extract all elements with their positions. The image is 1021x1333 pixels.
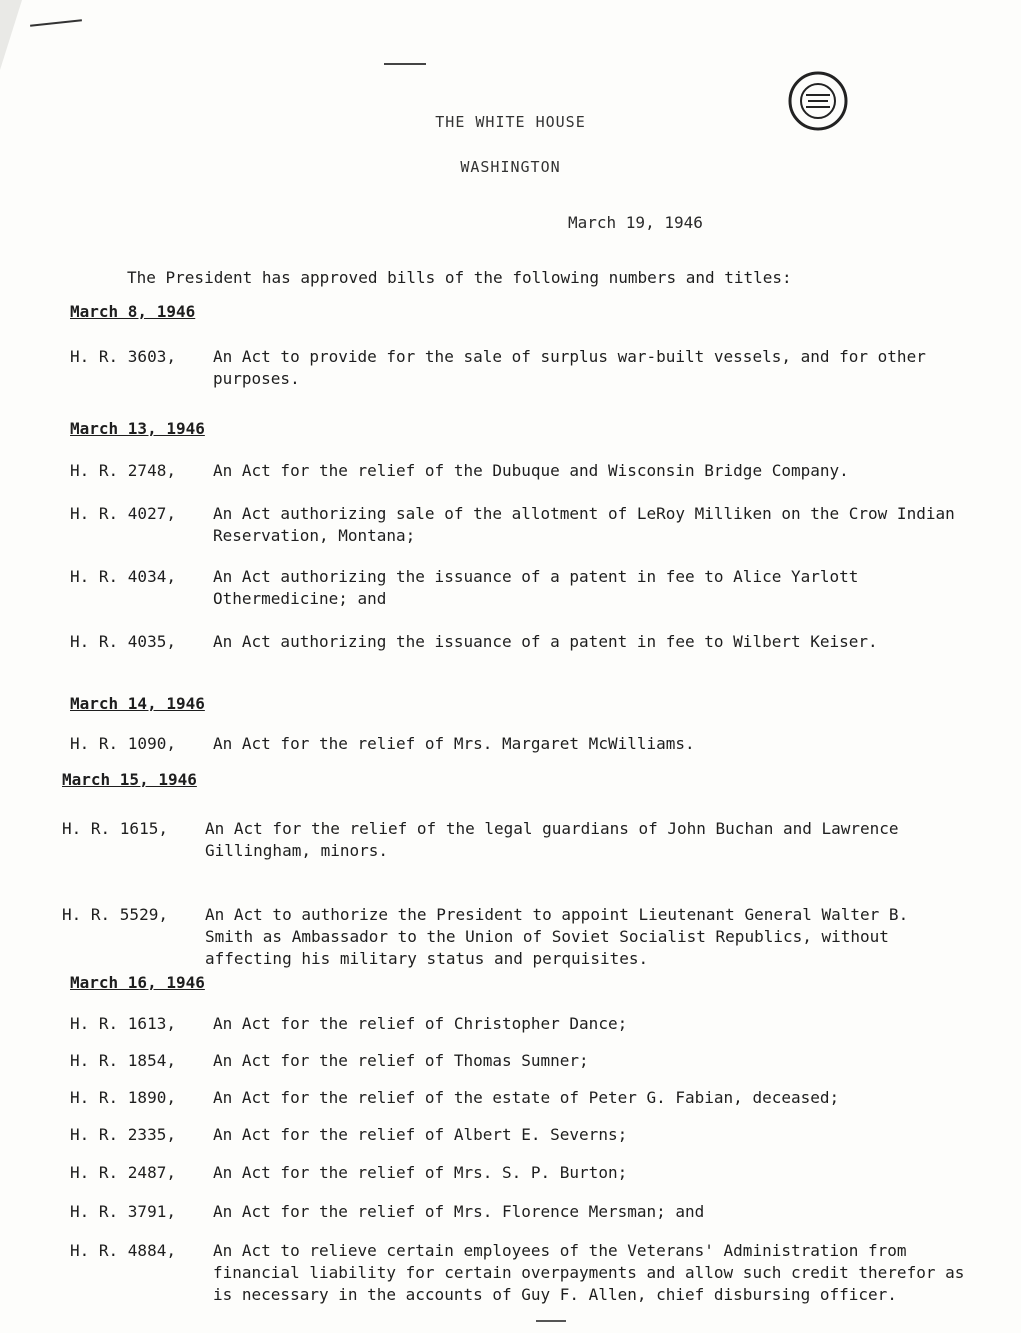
section-date-heading: March 13, 1946	[70, 419, 205, 438]
bill-title: An Act authorizing the issuance of a patent in fee to Wilbert Keiser.	[213, 632, 878, 651]
bill-title: An Act authorizing the issuance of a patent in fee to Alice Yarlott Othermedicine; and	[213, 567, 859, 608]
bill-title: An Act to provide for the sale of surplus war-built vessels, and for other purposes.	[213, 347, 926, 388]
bill-title: An Act for the relief of the Dubuque and Wisconsin Bridge Company.	[213, 461, 849, 480]
bill-title: An Act for the relief of Mrs. Margaret McWilliams.	[213, 734, 695, 753]
page-fold	[0, 0, 22, 70]
bill-number: H. R. 2335,	[70, 1125, 176, 1144]
bill-title: An Act for the relief of the estate of Peter G. Fabian, deceased;	[213, 1088, 840, 1107]
bill-number: H. R. 1613,	[70, 1014, 176, 1033]
bill-number: H. R. 3791,	[70, 1202, 176, 1221]
bill-title: An Act to authorize the President to appoint Lieutenant General Walter B. Smith as Ambassador to the Union of Soviet Socialist Republics, without affecting his military status and perquisites.	[205, 905, 909, 968]
bill-number: H. R. 3603,	[70, 347, 176, 366]
bill-title: An Act for the relief of Mrs. S. P. Burton;	[213, 1163, 628, 1182]
footer-dash-mark	[536, 1320, 566, 1322]
document-date: March 19, 1946	[568, 213, 703, 232]
bill-number: H. R. 4034,	[70, 567, 176, 586]
letterhead-city: WASHINGTON	[460, 158, 561, 176]
section-date-heading: March 8, 1946	[70, 302, 196, 321]
bill-number: H. R. 1890,	[70, 1088, 176, 1107]
bill-number: H. R. 1090,	[70, 734, 176, 753]
bill-title: An Act to relieve certain employees of the Veterans' Administration from financial liability for certain overpayments and allow such credit therefor as is necessary in the accounts of Guy F. Allen, chief disbursing officer.	[213, 1241, 965, 1304]
bill-number: H. R. 5529,	[62, 905, 168, 924]
bill-title: An Act for the relief of Christopher Dance;	[213, 1014, 628, 1033]
section-date-heading: March 16, 1946	[70, 973, 205, 992]
intro-sentence: The President has approved bills of the following numbers and titles:	[127, 268, 792, 287]
bill-title: An Act for the relief of the legal guardians of John Buchan and Lawrence Gillingham, minors.	[205, 819, 899, 860]
top-dash-mark	[384, 63, 426, 65]
bill-number: H. R. 4035,	[70, 632, 176, 651]
bill-title: An Act for the relief of Thomas Sumner;	[213, 1051, 589, 1070]
bill-number: H. R. 2487,	[70, 1163, 176, 1182]
bill-number: H. R. 4027,	[70, 504, 176, 523]
corner-pen-mark	[30, 19, 82, 26]
letterhead-office: THE WHITE HOUSE	[435, 113, 586, 131]
section-date-heading: March 14, 1946	[70, 694, 205, 713]
bill-number: H. R. 1615,	[62, 819, 168, 838]
bill-title: An Act for the relief of Albert E. Severns;	[213, 1125, 628, 1144]
bill-title: An Act for the relief of Mrs. Florence Mersman; and	[213, 1202, 705, 1221]
bill-number: H. R. 4884,	[70, 1241, 176, 1260]
bill-title: An Act authorizing sale of the allotment of LeRoy Milliken on the Crow Indian Reservation, Montana;	[213, 504, 955, 545]
bill-number: H. R. 1854,	[70, 1051, 176, 1070]
section-date-heading: March 15, 1946	[62, 770, 197, 789]
bill-number: H. R. 2748,	[70, 461, 176, 480]
